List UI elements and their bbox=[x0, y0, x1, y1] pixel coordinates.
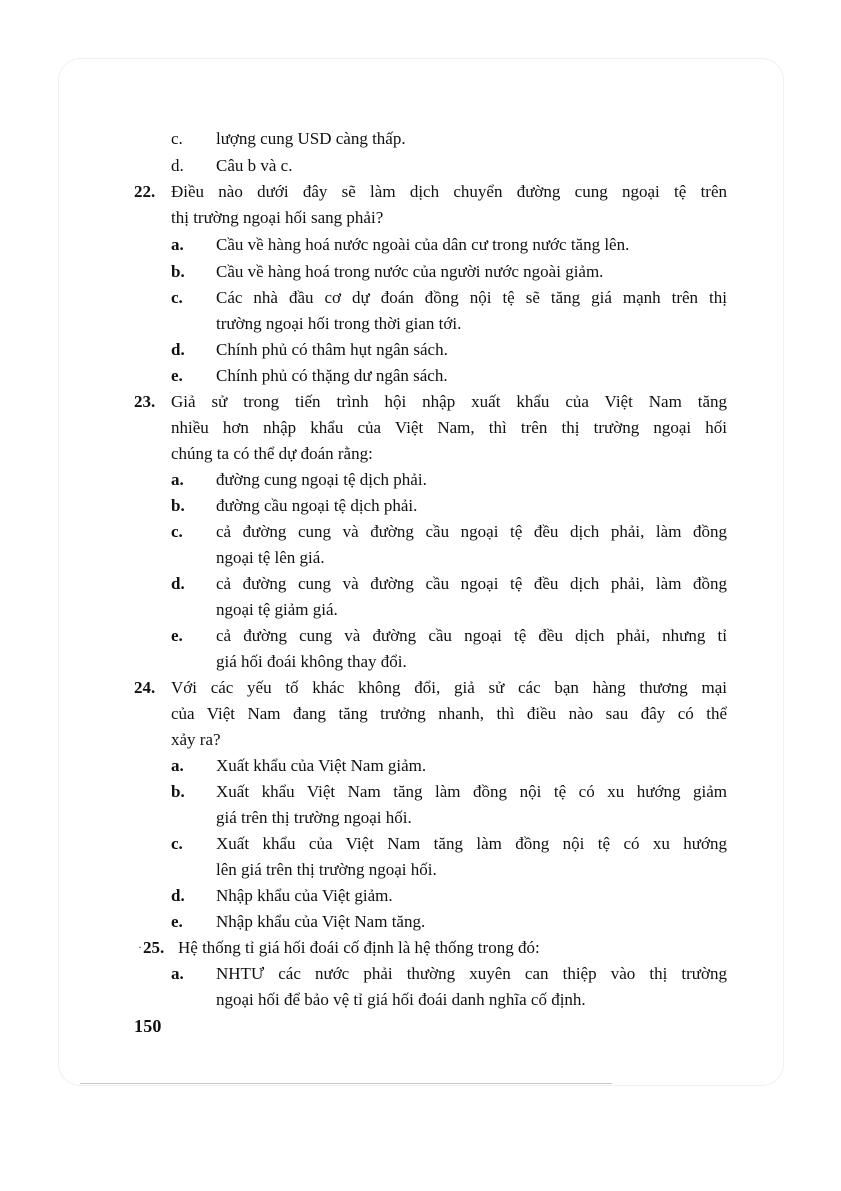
option-letter: c. bbox=[171, 288, 183, 307]
option-text: NHTƯ các nước phải thường xuyên can thiệp vào thị trường bbox=[216, 964, 727, 983]
option-text: ngoại tệ giảm giá. bbox=[216, 600, 338, 619]
option-letter: e. bbox=[171, 626, 183, 645]
option-letter: a. bbox=[171, 964, 184, 983]
option-letter: b. bbox=[171, 782, 185, 801]
option-text: Xuất khẩu của Việt Nam tăng làm đồng nội tệ có xu hướng bbox=[216, 834, 727, 853]
option-text: Xuất khẩu của Việt Nam giảm. bbox=[216, 756, 427, 775]
option-letter: b. bbox=[171, 262, 185, 281]
option-text: ngoại hối để bảo vệ tỉ giá hối đoái danh nghĩa cố định. bbox=[216, 990, 586, 1009]
option-text: giá trên thị trường ngoại hối. bbox=[216, 808, 412, 827]
option-text: cả đường cung và đường cầu ngoại tệ đều dịch phải, làm đồng bbox=[216, 574, 727, 593]
option-text: Nhập khẩu của Việt giảm. bbox=[216, 886, 393, 905]
option-letter: e. bbox=[171, 366, 183, 385]
question-number: 25. bbox=[143, 938, 165, 957]
page-number: 150 bbox=[134, 1016, 162, 1036]
question-text: xảy ra? bbox=[171, 730, 221, 749]
option-text: giá hối đoái không thay đổi. bbox=[216, 652, 407, 671]
option-text: Cầu về hàng hoá nước ngoài của dân cư trong nước tăng lên. bbox=[216, 235, 630, 254]
option-text: lên giá trên thị trường ngoại hối. bbox=[216, 860, 437, 879]
question-text: thị trường ngoại hối sang phải? bbox=[171, 208, 384, 227]
option-letter: d. bbox=[171, 886, 185, 905]
side-mark: · bbox=[138, 940, 142, 954]
question-number: 22. bbox=[134, 182, 156, 201]
option-text: ngoại tệ lên giá. bbox=[216, 548, 325, 567]
question-text: của Việt Nam đang tăng trưởng nhanh, thì điều nào sau đây có thể bbox=[171, 704, 727, 723]
option-letter: a. bbox=[171, 235, 184, 254]
option-text: Chính phủ có thặng dư ngân sách. bbox=[216, 366, 448, 385]
option-letter: c. bbox=[171, 129, 183, 148]
question-text: Điều nào dưới đây sẽ làm dịch chuyển đường cung ngoại tệ trên bbox=[171, 182, 727, 201]
option-letter: c. bbox=[171, 522, 183, 541]
question-text: chúng ta có thể dự đoán rằng: bbox=[171, 444, 373, 463]
question-number: 23. bbox=[134, 392, 156, 411]
option-text: Chính phủ có thâm hụt ngân sách. bbox=[216, 340, 448, 359]
option-text: Xuất khẩu Việt Nam tăng làm đồng nội tệ có xu hướng giảm bbox=[216, 782, 727, 801]
option-letter: d. bbox=[171, 574, 185, 593]
option-letter: a. bbox=[171, 470, 184, 489]
option-text: cả đường cung và đường cầu ngoại tệ đều dịch phải, làm đồng bbox=[216, 522, 727, 541]
option-text: đường cầu ngoại tệ dịch phải. bbox=[216, 496, 418, 515]
option-text: trường ngoại hối trong thời gian tới. bbox=[216, 314, 462, 333]
option-letter: b. bbox=[171, 496, 185, 515]
option-text: lượng cung USD càng thấp. bbox=[216, 129, 406, 148]
option-letter: a. bbox=[171, 756, 184, 775]
option-text: Cầu về hàng hoá trong nước của người nước ngoài giảm. bbox=[216, 262, 604, 281]
bottom-rule bbox=[80, 1083, 612, 1084]
question-text: nhiều hơn nhập khẩu của Việt Nam, thì trên thị trường ngoại hối bbox=[171, 418, 727, 437]
question-number: 24. bbox=[134, 678, 156, 697]
question-text: Giả sử trong tiến trình hội nhập xuất khẩu của Việt Nam tăng bbox=[171, 392, 727, 411]
option-letter: d. bbox=[171, 156, 184, 175]
option-text: đường cung ngoại tệ dịch phải. bbox=[216, 470, 427, 489]
option-letter: e. bbox=[171, 912, 183, 931]
option-letter: c. bbox=[171, 834, 183, 853]
option-text: Câu b và c. bbox=[216, 156, 293, 175]
option-text: Các nhà đầu cơ dự đoán đồng nội tệ sẽ tăng giá mạnh trên thị bbox=[216, 288, 727, 307]
option-text: Nhập khẩu của Việt Nam tăng. bbox=[216, 912, 426, 931]
option-letter: d. bbox=[171, 340, 185, 359]
option-text: cả đường cung và đường cầu ngoại tệ đều dịch phải, nhưng tỉ bbox=[216, 626, 727, 645]
question-text: Với các yếu tố khác không đổi, giả sử các bạn hàng thương mại bbox=[171, 678, 727, 697]
question-text: Hệ thống tỉ giá hối đoái cố định là hệ thống trong đó: bbox=[178, 938, 540, 957]
